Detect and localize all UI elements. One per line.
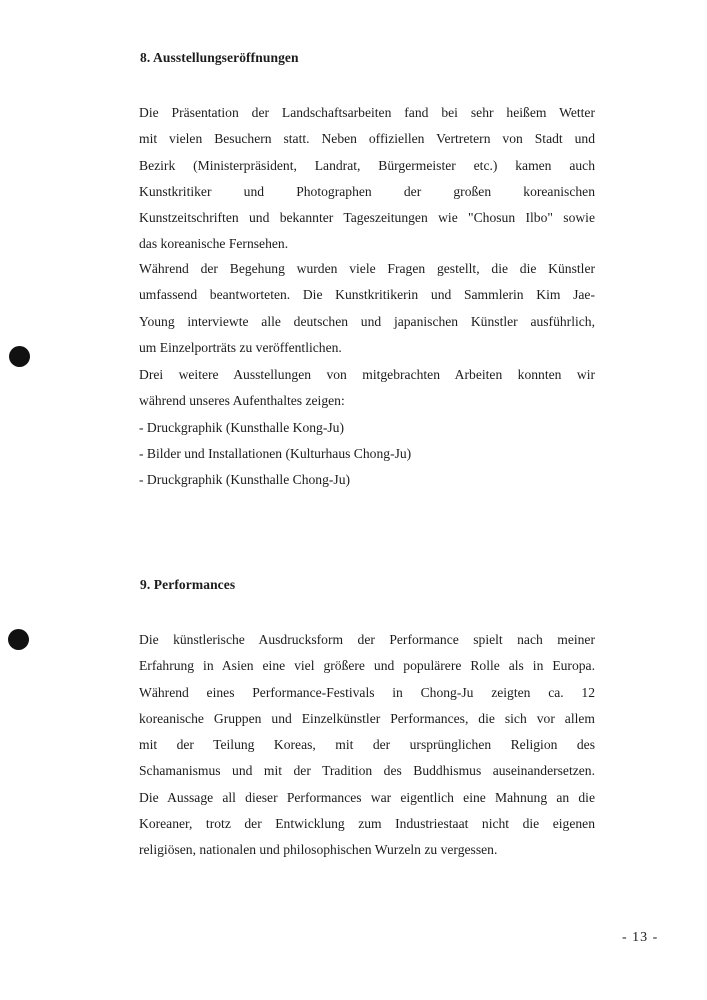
page-number: - 13 - bbox=[622, 930, 659, 945]
punch-hole-mark bbox=[9, 346, 30, 367]
text-line: während unseres Aufenthaltes zeigen: bbox=[139, 393, 345, 409]
text-line: Erfahrung in Asien eine viel größere und populärere Rolle als in Europa. bbox=[139, 658, 595, 674]
text-line: religiösen, nationalen und philosophischen Wurzeln zu vergessen. bbox=[139, 842, 498, 858]
section-8-paragraph-opening bbox=[139, 100, 595, 258]
text-line: Young interviewte alle deutschen und japanischen Künstler ausführlich, bbox=[139, 313, 595, 329]
section-9-heading: 9. Performances bbox=[140, 577, 236, 592]
text-line: Bezirk (Ministerpräsident, Landrat, Bürgermeister etc.) kamen auch bbox=[139, 157, 595, 173]
text-line: Kunstkritiker und Photographen der großen koreanischen bbox=[139, 183, 595, 199]
section-9-paragraph bbox=[139, 627, 595, 864]
text-line: Koreaner, trotz der Entwicklung zum Industriestaat nicht die eigenen bbox=[139, 816, 595, 832]
text-line: umfassend beantworteten. Die Kunstkritikerin und Sammlerin Kim Jae- bbox=[139, 287, 595, 303]
section-8-paragraph-exhibitions bbox=[139, 362, 595, 493]
list-item: - Bilder und Installationen (Kulturhaus Chong-Ju) bbox=[139, 445, 412, 461]
text-line: Während eines Performance-Festivals in Chong-Ju zeigten ca. 12 bbox=[139, 684, 595, 700]
text-line: Drei weitere Ausstellungen von mitgebrachten Arbeiten konnten wir bbox=[139, 367, 595, 382]
text-line: Schamanismus und mit der Tradition des Buddhismus auseinandersetzen. bbox=[139, 763, 595, 779]
section-8-heading: 8. Ausstellungseröffnungen bbox=[140, 50, 299, 65]
text-line: Kunstzeitschriften und bekannter Tageszeitungen wie "Chosun Ilbo" sowie bbox=[139, 210, 595, 226]
text-line: koreanische Gruppen und Einzelkünstler Performances, die sich vor allem bbox=[139, 710, 595, 726]
text-line: mit vielen Besuchern statt. Neben offiziellen Vertretern von Stadt und bbox=[139, 131, 595, 147]
text-line: um Einzelporträts zu veröffentlichen. bbox=[139, 339, 342, 355]
text-line: Die künstlerische Ausdrucksform der Performance spielt nach meiner bbox=[139, 632, 595, 647]
list-item: - Druckgraphik (Kunsthalle Kong-Ju) bbox=[139, 419, 344, 435]
text-line: das koreanische Fernsehen. bbox=[139, 236, 289, 252]
list-item: - Druckgraphik (Kunsthalle Chong-Ju) bbox=[139, 472, 351, 488]
text-line: mit der Teilung Koreas, mit der ursprünglichen Religion des bbox=[139, 737, 595, 753]
text-line: Während der Begehung wurden viele Fragen gestellt, die die Künstler bbox=[139, 261, 595, 276]
text-line: Die Aussage all dieser Performances war eigentlich eine Mahnung an die bbox=[139, 789, 595, 805]
section-8-paragraph-tour bbox=[139, 256, 595, 361]
punch-hole-mark bbox=[8, 629, 29, 650]
text-line: Die Präsentation der Landschaftsarbeiten fand bei sehr heißem Wetter bbox=[139, 105, 595, 120]
